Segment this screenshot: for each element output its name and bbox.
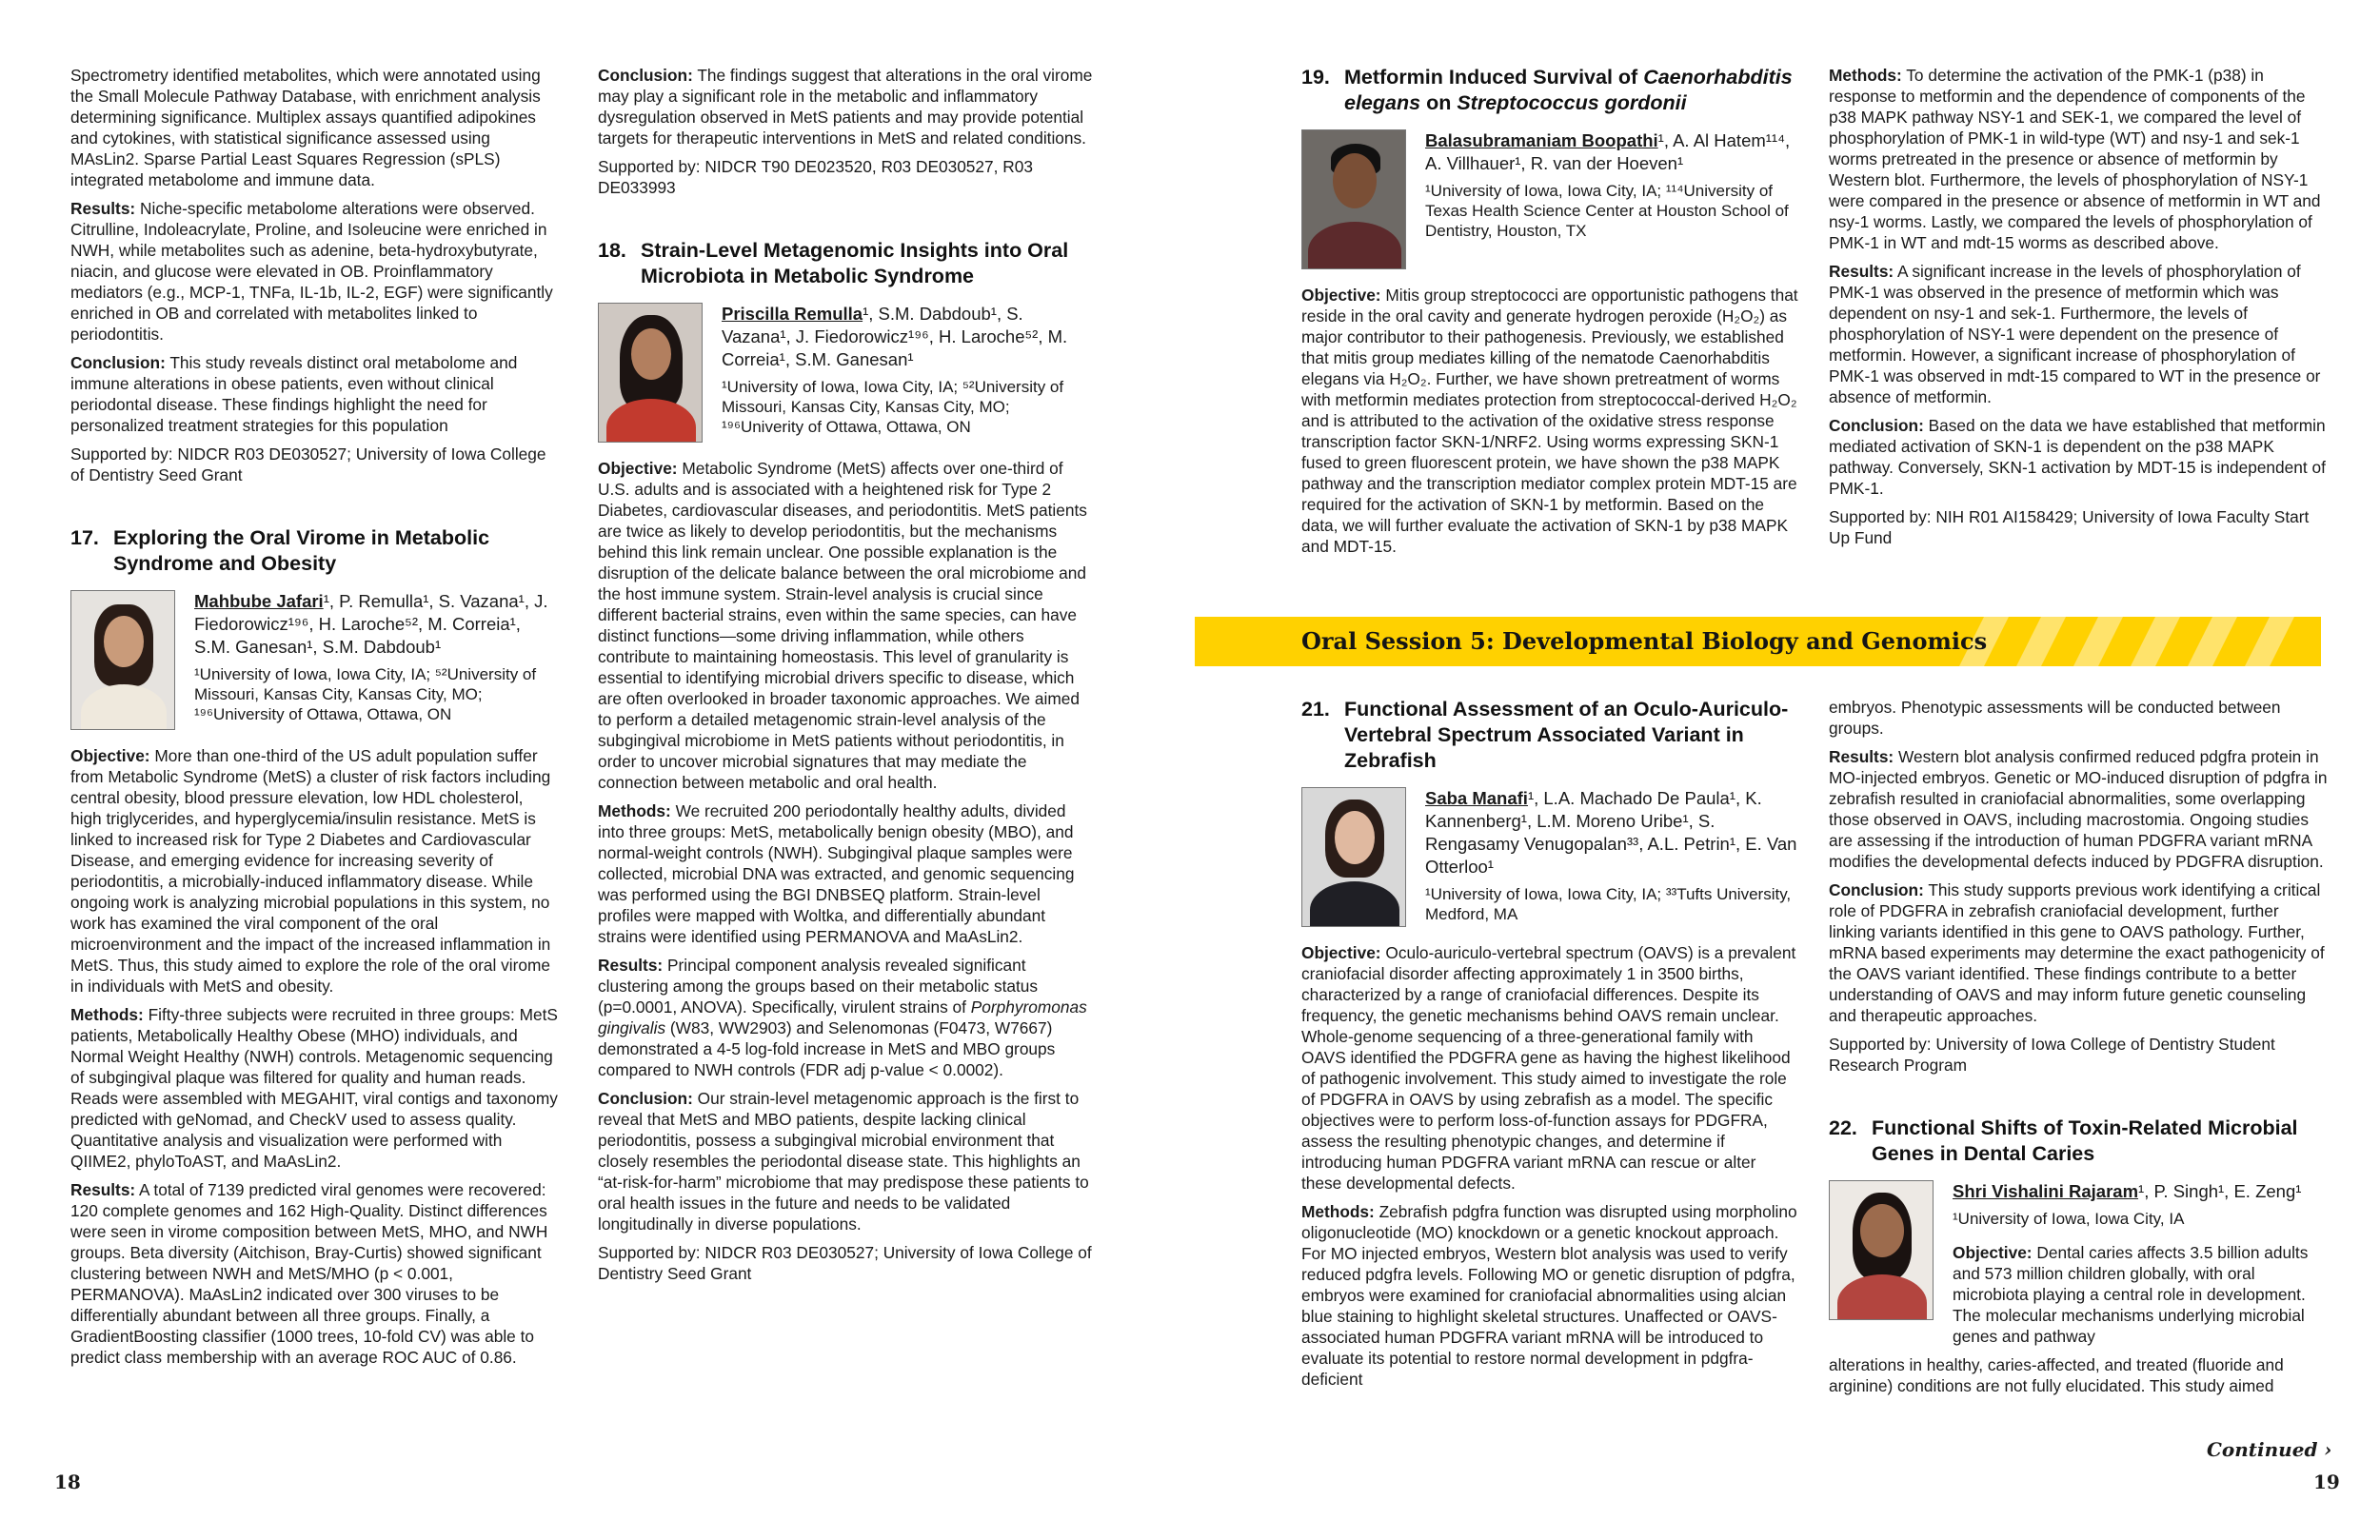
abstract-21-authors xyxy=(1301,787,1800,927)
presenter-photo xyxy=(1301,787,1406,927)
abstract-19-methods: Methods: To determine the activation of the PMK-1 (p38) in response to metformin and the dependence of components of the p38 MAPK pathway NSY-1 and SEK-1, we compared the level of phosphorylation of PMK-1 in wild-type (WT) and nsy-1 and sek-1 worms pretreated in the presence or absence of metformin by Western blot. Furthermore, the levels of phosphorylation of NSY-1 were compared in the presence or absence of metformin in WT and nsy-1 worms. Lastly, we compared the levels of phosphorylation of PMK-1 in WT and mdt-15 worms as described above. xyxy=(1829,66,2321,252)
affiliations: ¹University of Iowa, Iowa City, IA; ⁵²University of Missouri, Kansas City, Kansas City, MO; ¹⁹⁶University of Ottawa, Ottawa, ON xyxy=(194,665,537,723)
abstract-22-objective-start: Objective: Dental caries affects 3.5 billion adults and 573 million children globally, with oral microbiota playing a central role in development. The molecular mechanisms underlying microbial genes and pathway xyxy=(1953,1243,2309,1346)
presenter-photo xyxy=(1301,129,1406,269)
presenter-name: Priscilla Remulla xyxy=(722,304,863,324)
abstract-19-objective: Objective: Mitis group streptococci are opportunistic pathogens that reside in the oral cavity and generate hydrogen peroxide (H₂O₂) as major contributor to their pathogenesis. Previously, we established that mitis group mediates killing of the nematode Caenorhabditis elegans via H₂O₂. Further, we have shown pretreatment of worms with metformin mediates protection from streptococcal-derived H₂O₂ and is attributed to the activation of the oxidative stress response transcription factor SKN-1/NRF2. Using worms expressing SKN-1 fused to green fluorescent protein, we have shown the p38 MAPK pathway and the transcription mediator complex protein MDT-15 are required for the activation of SKN-1 by metformin. Based on the data, we will further evaluate the activation of SKN-1 by p38 MAPK and MDT-15. xyxy=(1301,286,1798,556)
abstract-21-methods-continued: embryos. Phenotypic assessments will be conducted between groups. xyxy=(1829,698,2281,738)
abstract-18-methods: Methods: We recruited 200 periodontally healthy adults, divided into three groups: MetS, metabolically benign obesity (MBO), and normal-weight controls (NWH). Subgingival plaque samples were collected, microbial DNA was extracted, and genomic sequencing was performed using the BGI DNBSEQ platform. Strain-level profiles were mapped with Woltka, and differentially abundant strains were identified using PERMANOVA and MaAsLin2. xyxy=(598,801,1075,946)
abstract-17-authors xyxy=(70,590,558,730)
abstract-21-title: 21. Functional Assessment of an Oculo-Auriculo-Vertebral Spectrum Associated Variant in Zebrafish xyxy=(1301,698,1789,772)
abstract-19-authors xyxy=(1301,129,1800,269)
abstract-17-support: Supported by: NIDCR T90 DE023520, R03 DE030527, R03 DE033993 xyxy=(598,157,1033,197)
presenter-name: Shri Vishalini Rajaram xyxy=(1953,1181,2139,1201)
presenter-photo xyxy=(1829,1180,1934,1320)
section-title: Oral Session 5: Developmental Biology and Genomics xyxy=(1301,627,1988,655)
abstract-16-methods-continued: Spectrometry identified metabolites, which were annotated using the Small Molecule Pathway Database, with enrichment analysis determining significance. Multiplex assays quantified adipokines and cytokines, with statistical significance assessed using MAsLin2. Sparse Partial Least Squares Regression (sPLS) integrated metabolome and immune data. xyxy=(70,66,541,189)
column-3 xyxy=(1301,65,1800,564)
column-4 xyxy=(1829,65,2330,556)
presenter-photo xyxy=(598,303,703,443)
abstract-19-conclusion: Conclusion: Based on the data we have established that metformin mediated activation of SKN-1 is dependent on the p38 MAPK pathway. Conversely, SKN-1 activation by MDT-15 is independent of PMK-1. xyxy=(1829,416,2326,498)
abstract-18-support: Supported by: NIDCR R03 DE030527; University of Iowa College of Dentistry Seed Grant xyxy=(598,1243,1092,1283)
author-list: Priscilla Remulla¹, S.M. Dabdoub¹, S. Vazana¹, J. Fiedorowicz¹⁹⁶, H. Laroche⁵², M. Correia¹, S.M. Ganesan¹ xyxy=(722,304,1068,369)
abstract-16-conclusion: Conclusion: This study reveals distinct oral metabolome and immune alterations in obese patients, even without clinical periodontal disease. These findings highlight the need for personalized treatment strategies for this population xyxy=(70,353,518,435)
section-banner xyxy=(1195,617,2321,666)
presenter-name: Balasubramaniam Boopathi xyxy=(1425,130,1658,150)
presenter-photo xyxy=(70,590,175,730)
abstract-22-objective-cont: alterations in healthy, caries-affected, and treated (fluoride and arginine) conditions are not fully elucidated. This study aimed xyxy=(1829,1355,2284,1395)
continued-label: Continued › xyxy=(2207,1438,2332,1461)
abstract-18-results: Results: Principal component analysis revealed significant clustering among the groups based on their metabolic status (p=0.0001, ANOVA). Specifically, virulent strains of Porphyromonas gingivalis (W83, WW2903) and Selenomonas (F0473, W7667) demonstrated a 4-5 log-fold increase in MetS and MBO groups compared to NWH controls (FDR adj p-value < 0.0002). xyxy=(598,956,1087,1079)
column-1 xyxy=(70,65,558,1375)
column-6 xyxy=(1829,697,2330,1404)
affiliations: ¹University of Iowa, Iowa City, IA; ¹¹⁴University of Texas Health Science Center at Houston School of Dentistry, Houston, TX xyxy=(1425,182,1789,240)
abstract-18-authors xyxy=(598,303,1093,443)
abstract-16-results: Results: Niche-specific metabolome alterations were observed. Citrulline, Indoleacrylate, Proline, and Isoleucine were enriched in NWH, while metabolites such as adenine, beta-hydroxybutyrate, niacin, and glucose were elevated in OB. Proinflammatory mediators (e.g., MCP-1, TNFa, IL-1b, IL-2, EGF) were significantly enriched in OB and correlated with metabolites linked to periodontitis. xyxy=(70,199,553,344)
page-number-left: 18 xyxy=(54,1471,81,1493)
abstract-21-objective: Objective: Oculo-auriculo-vertebral spectrum (OAVS) is a prevalent craniofacial disorder affecting approximately 1 in 3500 births, characterized by a range of craniofacial differences. Despite its frequency, the genetic mechanisms behind OAVS remain unclear. Whole-genome sequencing of a three-generational family with OAVS identified the PDGFRA gene as having the highest likelihood of pathogenic involvement. This study aimed to investigate the role of PDGFRA in OAVS by using zebrafish as a model. The specific objectives were to perform loss-of-function assays for PDGFRA, assess the resulting phenotypic changes, and determine if introducing human PDGFRA variant mRNA can rescue or alter these developmental defects. xyxy=(1301,943,1796,1193)
presenter-name: Saba Manafi xyxy=(1425,788,1528,808)
author-list: Saba Manafi¹, L.A. Machado De Paula¹, K. Kannenberg¹, L.M. Moreno Uribe¹, S. Rengasamy Venugopalan³³, A.L. Petrin¹, E. Van Otterloo¹ xyxy=(1425,788,1797,877)
abstract-18-objective: Objective: Metabolic Syndrome (MetS) affects over one-third of U.S. adults and is associated with a heightened risk for Type 2 Diabetes, cardiovascular diseases, and periodontitis. MetS patients are twice as likely to develop periodontitis, but the mechanisms behind this link remain unclear. One possible explanation is the disruption of the delicate balance between the oral microbiome and the host immune system. Strain-level analysis is crucial since different bacterial strains, even within the same species, can have distinct functions—some driving inflammation, while others contribute to maintaining homeostasis. This level of granularity is essential to identifying microbial drivers specific to disease, which are often overlooked in broader taxonomic approaches. We aimed to perform a detailed metagenomic strain-level analysis of the subgingival microbiome in MetS patients without periodontitis, in order to uncover microbial signatures that may mediate the connection between metabolic and oral health. xyxy=(598,459,1087,792)
abstract-18-title: 18. Strain-Level Metagenomic Insights into Oral Microbiota in Metabolic Syndrome xyxy=(598,239,1069,287)
column-2 xyxy=(598,65,1093,1292)
abstract-16-support: Supported by: NIDCR R03 DE030527; University of Iowa College of Dentistry Seed Grant xyxy=(70,444,546,484)
author-list: Shri Vishalini Rajaram¹, P. Singh¹, E. Zeng¹ xyxy=(1953,1181,2302,1201)
abstract-17-methods: Methods: Fifty-three subjects were recruited in three groups: MetS patients, Metabolically Healthy Obese (MHO) individuals, and Normal Weight Healthy (NWH) controls. Metagenomic sequencing of subgingival plaque was filtered for quality and human reads. Reads were assembled with MEGAHIT, viral contigs and taxonomy predicted with geNomad, and CheckV used to assess quality. Quantitative analysis and visualization were performed with QIIME2, phyloToAST, and MaAsLin2. xyxy=(70,1005,558,1171)
abstract-21-support: Supported by: University of Iowa College of Dentistry Student Research Program xyxy=(1829,1035,2275,1075)
abstract-17-results: Results: A total of 7139 predicted viral genomes were recovered: 120 complete genomes and 162 High-Quality. Distinct differences were seen in virome composition between MetS, MHO, and NWH groups. Beta diversity (Aitchison, Bray-Curtis) showed significant clustering between NWH and MetS/MHO (p < 0.001, PERMANOVA). MaAsLin2 indicated over 300 viruses to be differentially abundant between all three groups. Finally, a GradientBoosting classifier (1000 trees, 10-fold CV) was able to predict class membership with an average ROC AUC of 0.86. xyxy=(70,1180,548,1367)
abstract-21-conclusion: Conclusion: This study supports previous work identifying a critical role of PDGFRA in zebrafish craniofacial development, further linking variants identified in this gene to OAVS pathology. Further, mRNA based experiments may determine the exact pathogenicity of the OAVS variant identified. These findings contribute to a better understanding of OAVS and may inform future genetic counseling and therapeutic approaches. xyxy=(1829,880,2325,1025)
page-number-right: 19 xyxy=(2313,1471,2340,1493)
affiliations: ¹University of Iowa, Iowa City, IA xyxy=(1953,1210,2185,1228)
abstract-19-results: Results: A significant increase in the levels of phosphorylation of PMK-1 was observed in the presence of metformin which was dependent on nsy-1 and sek-1. Furthermore, the levels of phosphorylation of NSY-1 were dependent on the presence of metformin. However, a significant increase of phosphorylation of PMK-1 was observed in mdt-15 compared to WT in the presence or absence of metformin. xyxy=(1829,262,2321,406)
abstract-21-results: Results: Western blot analysis confirmed reduced pdgfra protein in MO-injected embryos. Genetic or MO-induced disruption of pdgfra in zebrafish resulted in craniofacial abnormalities, some overlapping those observed in OAVS, including macrostomia. Ongoing studies are assessing if the introduction of human PDGFRA variant mRNA modifies the developmental defects induced by PDGFRA disruption. xyxy=(1829,747,2328,871)
abstract-19-support: Supported by: NIH R01 AI158429; University of Iowa Faculty Start Up Fund xyxy=(1829,507,2310,547)
affiliations: ¹University of Iowa, Iowa City, IA; ⁵²University of Missouri, Kansas City, Kansas City, MO; ¹⁹⁶Univerity of Ottawa, Ottawa, ON xyxy=(722,378,1064,436)
author-list: Mahbube Jafari¹, P. Remulla¹, S. Vazana¹, J. Fiedorowicz¹⁹⁶, H. Laroche⁵², M. Correia¹, S.M. Ganesan¹, S.M. Dabdoub¹ xyxy=(194,591,548,657)
author-list: Balasubramaniam Boopathi¹, A. Al Hatem¹¹⁴, A. Villhauer¹, R. van der Hoeven¹ xyxy=(1425,130,1791,173)
column-5 xyxy=(1301,697,1800,1397)
presenter-name: Mahbube Jafari xyxy=(194,591,324,611)
abstract-22-title: 22. Functional Shifts of Toxin-Related Microbial Genes in Dental Caries xyxy=(1829,1116,2298,1165)
abstract-21-methods: Methods: Zebrafish pdgfra function was disrupted using morpholino oligonucleotide (MO) knockdown or a genetic knockout approach. For MO injected embryos, Western blot analysis was used to verify reduced pdgfra levels. Following MO or genetic disruption of pdgfra, embryos were examined for craniofacial abnormalities using alcian blue staining to highlight skeletal structures. Unaffected or OAVS-associated human PDGFRA variant mRNA will be introduced to evaluate its potential to restore normal development in pdgfra-deficient xyxy=(1301,1202,1797,1389)
abstract-19-title: 19. Metformin Induced Survival of Caenorhabditis elegans on Streptococcus gordonii xyxy=(1301,66,1793,114)
abstract-18-conclusion: Conclusion: Our strain-level metagenomic approach is the first to reveal that MetS and MBO patients, despite lacking clinical periodontitis, possess a subgingival microbial environment that closely resembles the periodontal disease state. This highlights an “at-risk-for-harm” microbiome that may predispose these patients to oral health issues in the future and needs to be validated longitudinally in diverse populations. xyxy=(598,1089,1089,1234)
affiliations: ¹University of Iowa, Iowa City, IA; ³³Tufts University, Medford, MA xyxy=(1425,885,1792,923)
banner-pattern xyxy=(1959,617,2321,666)
abstract-22-authors xyxy=(1829,1180,2330,1354)
abstract-17-objective: Objective: More than one-third of the US adult population suffer from Metabolic Syndrome (MetS) a cluster of risk factors including central obesity, blood pressure elevation, low HDL cholesterol, high triglycerides, and hyperglycemia/insulin resistance. MetS is linked to increased risk for Type 2 Diabetes and Cardiovascular Disease, and emerging evidence for increasing severity of periodontitis, a microbially-induced inflammatory disease. While ongoing work is analyzing microbial populations in this system, no work has examined the viral component of the oral microenvironment and the impact of the increased inflammation in MetS. Thus, this study aimed to explore the role of the oral virome in individuals with MetS and obesity. xyxy=(70,746,551,996)
abstract-17-title: 17. Exploring the Oral Virome in Metabolic Syndrome and Obesity xyxy=(70,526,490,575)
abstract-17-conclusion: Conclusion: The findings suggest that alterations in the oral virome may play a significant role in the metabolic and inflammatory dysregulation observed in MetS patients and may provide potential targets for therapeutic interventions in MetS and related conditions. xyxy=(598,66,1093,148)
